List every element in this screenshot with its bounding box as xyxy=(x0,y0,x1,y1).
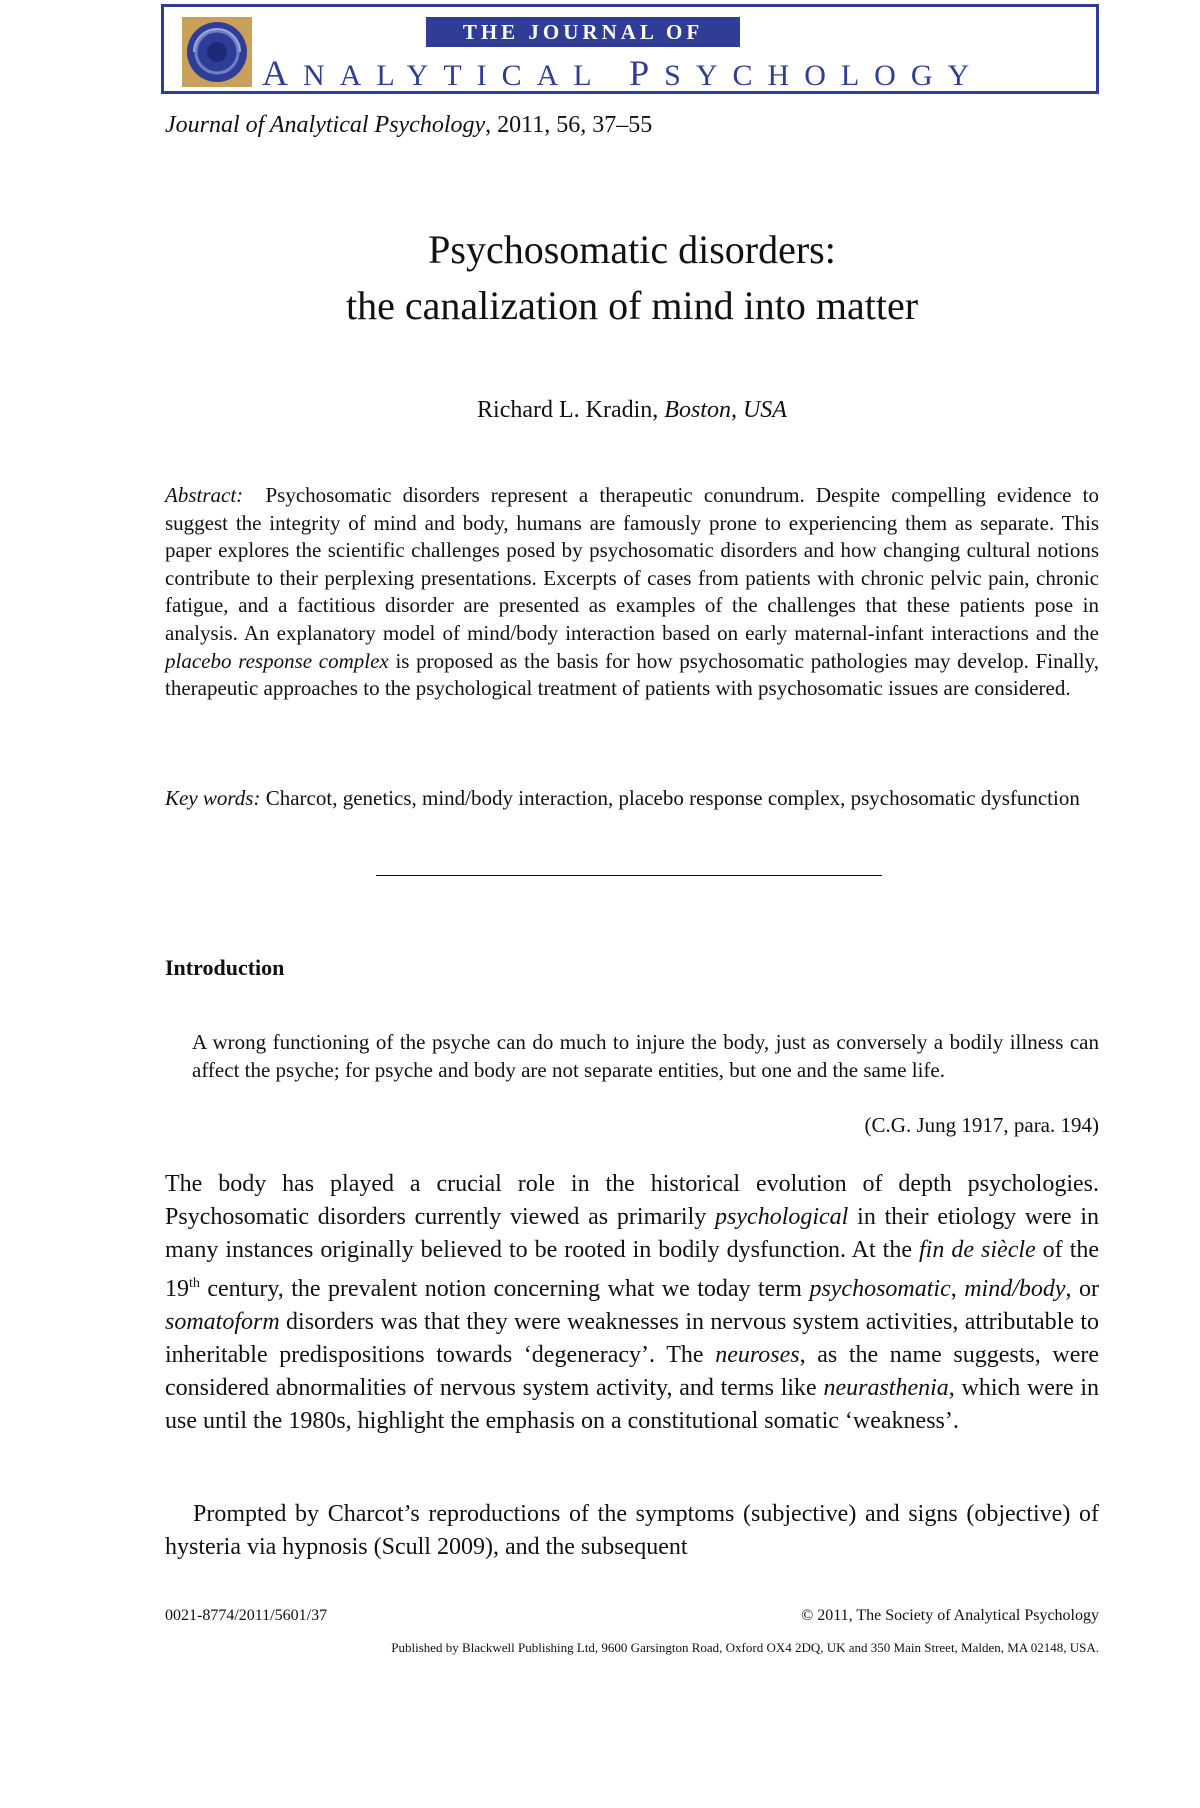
body-paragraph: The body has played a crucial role in the historical evolution of depth psychologies. Psychosomatic disorders currently viewed as primarily psychological in their etiology were in many instances originally believed to be rooted in bodily dysfunction. At the fin de siècle of the 19th century, the prevalent notion concerning what we today term psychosomatic, mind/body, or somatoform disorders was that they were weaknesses in nervous system activities, attributable to inheritable predispositions towards ‘degeneracy’. The neuroses, as the name suggests, were considered abnormalities of nervous system activity, and terms like neurasthenia, which were in use until the 1980s, highlight the emphasis on a constitutional somatic ‘weakness’. xyxy=(165,1171,1100,1434)
abstract: Abstract: Psychosomatic disorders represent a therapeutic conundrum. Despite compelling evidence to suggest the integrity of mind and body, humans are famously prone to experiencing them as separate. This paper explores the scientific challenges posed by psychosomatic disorders and how changing cultural notions contribute to their perplexing presentations. Excerpts of cases from patients with chronic pelvic pain, chronic fatigue, and a factitious disorder are presented as examples of the challenges that these patients pose in analysis. An explanatory model of mind/body interaction based on early maternal-infant interactions and the placebo response complex is proposed as the basis for how psychosomatic pathologies may develop. Finally, therapeutic approaches to the psychological treatment of patients with psychosomatic issues are considered. xyxy=(165,483,1100,701)
keywords: Key words: Charcot, genetics, mind/body interaction, placebo response complex, psychosomatic dysfunction xyxy=(165,786,1080,810)
masthead-journal-name: ANALYTICAL PSYCHOLOGY xyxy=(262,53,985,93)
article-title: Psychosomatic disorders: the canalization of mind into matter xyxy=(345,227,919,328)
footer-copyright: © 2011, The Society of Analytical Psychology xyxy=(801,1607,1099,1624)
footer-publisher: Published by Blackwell Publishing Ltd, 9600 Garsington Road, Oxford OX4 2DQ, UK and 350 Main Street, Malden, MA 02148, USA. xyxy=(391,1640,1099,1655)
journal-logo-icon xyxy=(182,17,252,87)
citation-line xyxy=(165,112,652,139)
citation-details: , 2011, 56, 37–55 xyxy=(485,112,653,138)
epigraph-source: (C.G. Jung 1917, para. 194) xyxy=(864,1113,1099,1137)
keywords-label: Key words: xyxy=(165,786,261,810)
body-paragraph: Prompted by Charcot’s reproductions of the symptoms (subjective) and signs (objective) of hysteria via hypnosis (Scull 2009), and the subsequent xyxy=(165,1501,1099,1560)
masthead-banner: THE JOURNAL OF xyxy=(426,17,740,47)
journal-masthead xyxy=(161,4,1099,94)
section-heading-introduction: Introduction xyxy=(165,955,285,980)
epigraph-quote: A wrong functioning of the psyche can do much to injure the body, just as conversely a bodily illness can affect the psyche; for psyche and body are not separate entities, but one and the same life. xyxy=(192,1030,1099,1082)
article-author: Richard L. Kradin, Boston, USA xyxy=(477,397,787,423)
abstract-label: Abstract: xyxy=(165,483,244,507)
section-divider xyxy=(376,875,882,876)
footer-issn: 0021-8774/2011/5601/37 xyxy=(165,1607,328,1624)
citation-journal: Journal of Analytical Psychology xyxy=(165,112,486,138)
author-location: Boston, USA xyxy=(664,397,787,423)
